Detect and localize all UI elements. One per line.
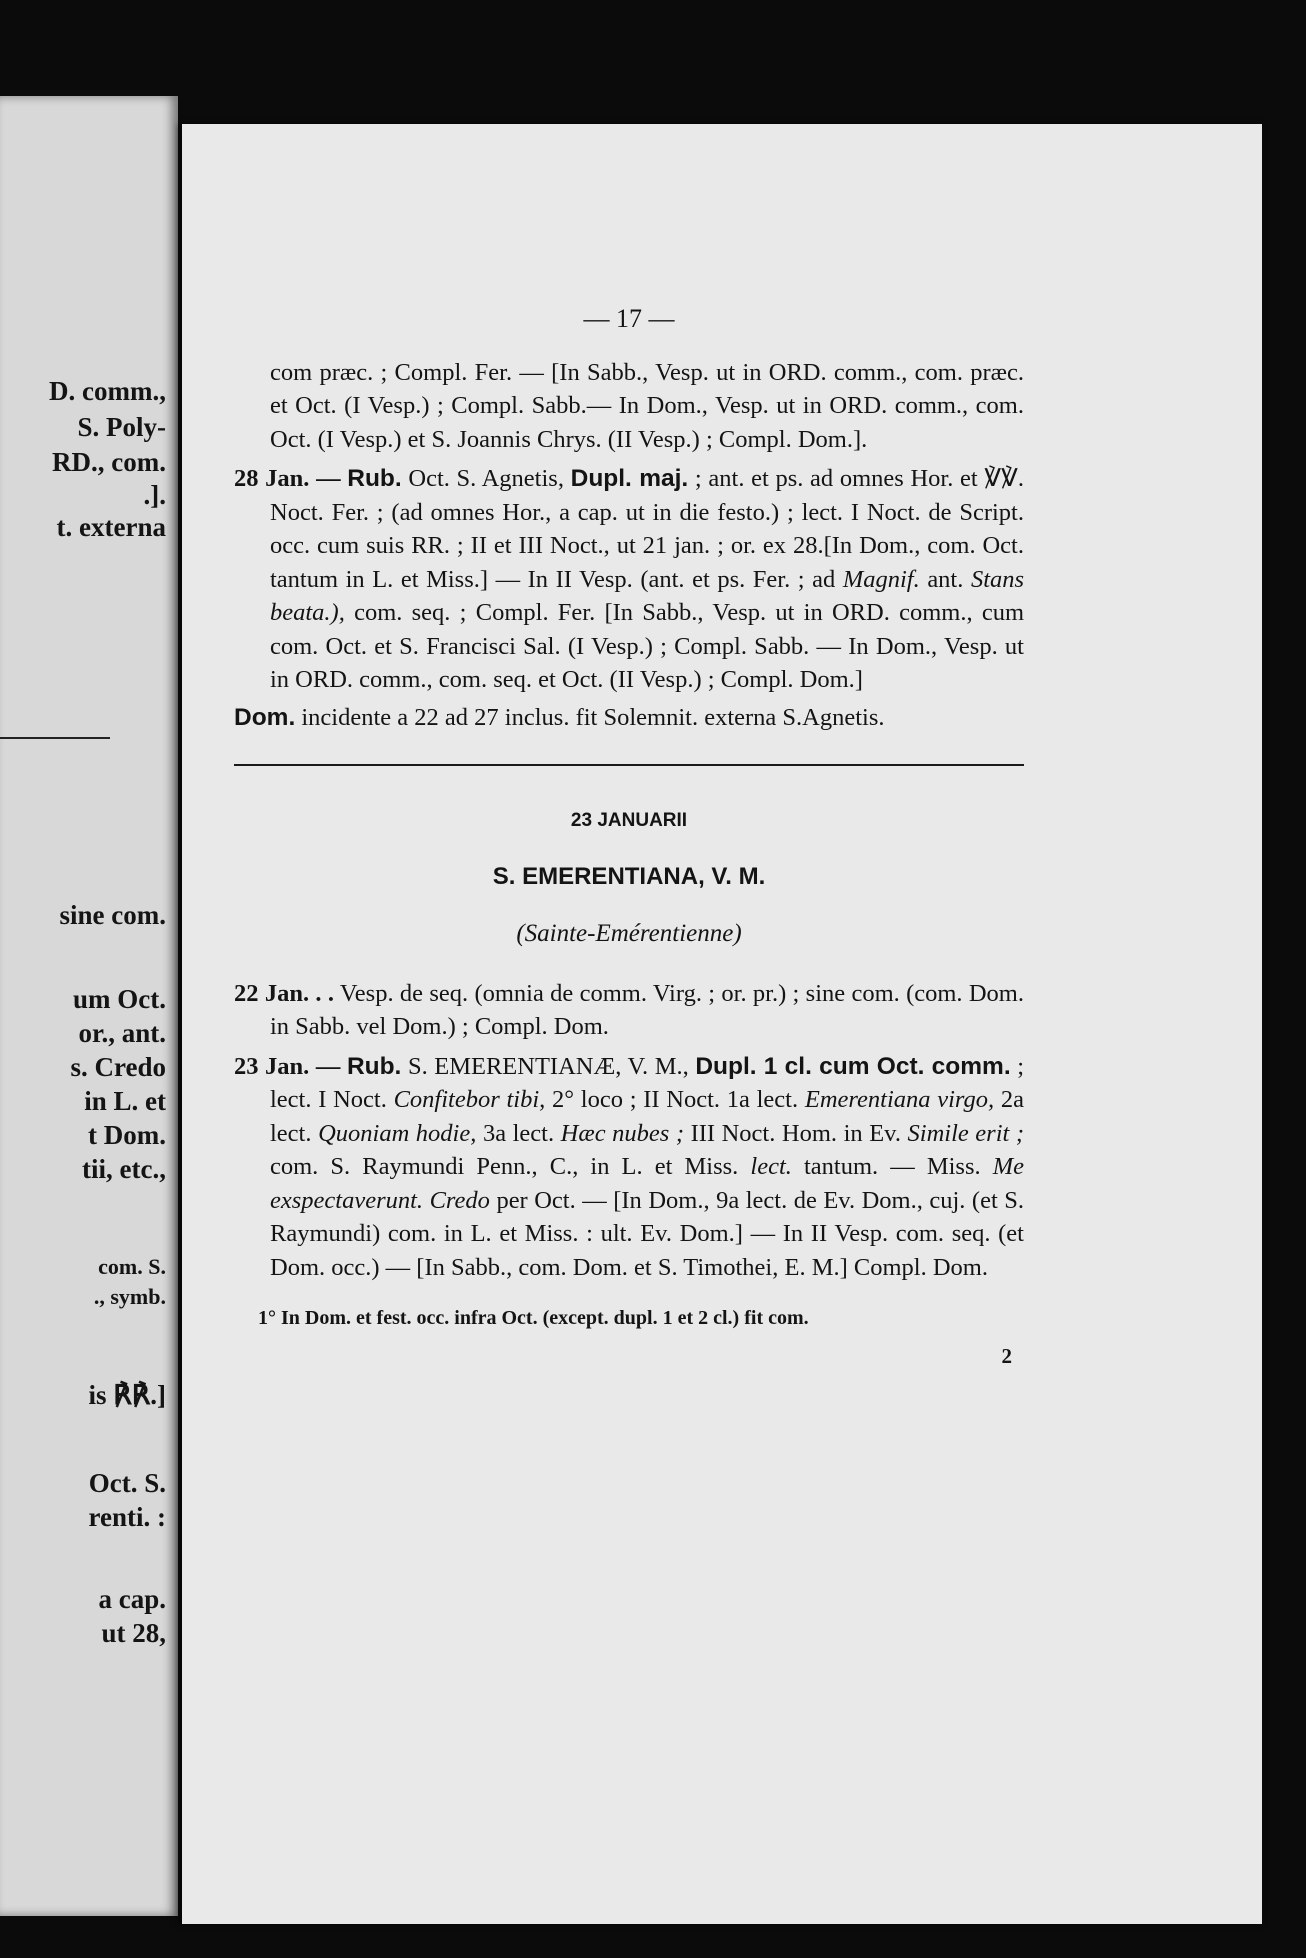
left-margin-line: t. externa xyxy=(56,512,166,542)
left-margin-line: ut 28, xyxy=(101,1618,166,1648)
entry-italic: lect. xyxy=(750,1153,792,1180)
left-margin-line: .]. xyxy=(143,480,166,510)
left-margin-line: renti. : xyxy=(88,1502,166,1532)
rank-label: Dupl. maj. xyxy=(570,465,689,492)
dom-text: incidente a 22 ad 27 inclus. fit Solemnit. externa S.Agnetis. xyxy=(301,703,885,731)
entry-text: 3a lect. xyxy=(482,1119,555,1147)
continuation-text: com præc. ; Compl. Fer. — [In Sabb., Vesp. ut in ORD. comm., com. præc. et Oct. (I Vesp.) ; Compl. Sabb.— In Dom., Vesp. ut in ORD. comm., com. Oct. (I Vesp.) et S. Joannis Chrys. (II Vesp.) ; Compl. Dom.]. xyxy=(270,358,1024,453)
entry-italic: Credo xyxy=(429,1186,490,1214)
left-margin-line: t Dom. xyxy=(88,1120,166,1150)
left-margin-line: D. comm., xyxy=(49,376,166,406)
entry-28-jan xyxy=(234,462,1024,697)
entry-text: ; lect. I Noct. xyxy=(270,1052,1025,1113)
left-margin-line: RD., com. xyxy=(52,447,166,477)
entry-italic: Me exspectaverunt. xyxy=(270,1153,1025,1214)
entry-italic: Simile erit ; xyxy=(907,1119,1025,1147)
entry-text: ; ant. et ps. ad omnes Hor. et ℣℣. Noct. Fer. ; (ad omnes Hor., a cap. ut in die festo.) ; lect. I Noct. de Script. occ. cum suis RR. ; II et III Noct., ut 21 jan. ; or. ex 28.[In Dom., com. Oct. tantum in L. et Miss.] — In II Vesp. (ant. et ps. Fer. ; ad xyxy=(270,465,1025,593)
entry-text: ant. xyxy=(927,565,964,593)
right-page xyxy=(182,124,1262,1924)
entry-italic: Confitebor tibi, xyxy=(393,1086,546,1113)
dom-entry xyxy=(234,701,1024,735)
left-margin-line: in L. et xyxy=(84,1086,166,1116)
entry-text: com. seq. ; Compl. Fer. [In Sabb., Vesp. ut in ORD. comm., cum com. Oct. et S. Francisci Sal. (I Vesp.) ; Compl. Sabb. — In Dom., Vesp. ut in ORD. comm., com. seq. et Oct. (II Vesp.) ; Compl. Dom.] xyxy=(270,599,1024,693)
left-margin-line: a cap. xyxy=(98,1584,166,1614)
left-margin-line: or., ant. xyxy=(78,1018,166,1048)
left-margin-line: is ℟℟.] xyxy=(88,1380,166,1410)
left-margin-line: s. Credo xyxy=(70,1052,166,1082)
rank-label: Dupl. 1 cl. cum Oct. comm. xyxy=(695,1052,1011,1080)
section-saint-heading: S. EMERENTIANA, V. M. xyxy=(492,862,766,890)
entry-23-jan xyxy=(234,1050,1024,1285)
entry-text: Vesp. de seq. (omnia de comm. Virg. ; or. pr.) ; sine com. (com. Dom. in Sabb. vel Dom.) ; Compl. Dom. xyxy=(270,979,1024,1040)
rubric-label: Rub. xyxy=(346,1052,402,1080)
dom-label: Dom. xyxy=(234,703,296,731)
entry-text: tantum. — Miss. xyxy=(803,1153,981,1180)
signature-mark: 2 xyxy=(1001,1343,1012,1368)
entry-italic: Magnif. xyxy=(842,565,920,593)
entry-text: Oct. S. Agnetis, xyxy=(408,465,564,492)
entry-22-jan xyxy=(234,977,1024,1044)
page-number: — 17 — xyxy=(583,304,675,333)
entry-text: 2° loco ; II Noct. 1a lect. xyxy=(552,1086,799,1113)
entry-text: per Oct. — [In Dom., 9a lect. de Ev. Dom., cuj. (et S. Raymundi) com. in L. et Miss. : ult. Ev. Dom.] — In II Vesp. com. seq. (et Dom. occ.) — [In Sabb., com. Dom. et S. Timothei, E. M.] Compl. Dom. xyxy=(270,1186,1025,1281)
left-margin-line: sine com. xyxy=(59,900,166,930)
left-margin-line: com. S. xyxy=(98,1254,166,1279)
continuation-paragraph xyxy=(234,356,1024,457)
entry-date: 28 Jan. — xyxy=(234,465,341,492)
entry-text: III Noct. Hom. in Ev. xyxy=(690,1119,901,1147)
entry-date: 22 Jan. . . xyxy=(234,979,334,1007)
left-margin-line: S. Poly- xyxy=(77,412,166,442)
entry-text: S. EMERENTIANÆ, V. M., xyxy=(407,1052,689,1080)
left-margin-line: Oct. S. xyxy=(88,1468,166,1498)
entry-text: 2a lect. xyxy=(270,1086,1025,1147)
page-body xyxy=(234,302,1024,1373)
left-margin-line: ., symb. xyxy=(93,1284,166,1309)
left-margin-line: um Oct. xyxy=(73,984,166,1014)
entry-text: com. S. Raymundi Penn., C., in L. et Miss. xyxy=(270,1153,739,1180)
entry-italic: Quoniam hodie, xyxy=(318,1119,477,1147)
footnote: 1° In Dom. et fest. occ. infra Oct. (except. dupl. 1 et 2 cl.) fit com. xyxy=(258,1307,809,1329)
entry-italic: Hæc nubes ; xyxy=(560,1119,685,1147)
section-date-heading: 23 JANUARII xyxy=(570,810,688,831)
left-margin-line: tii, etc., xyxy=(82,1154,166,1184)
left-page-rule xyxy=(0,737,110,739)
left-facing-page xyxy=(0,96,178,1916)
rubric-label: Rub. xyxy=(347,465,402,492)
entry-date: 23 Jan. — xyxy=(234,1052,341,1080)
section-divider xyxy=(234,764,1024,766)
entry-italic: Emerentiana virgo, xyxy=(804,1086,995,1113)
section-french-title: (Sainte-Emérentienne) xyxy=(516,920,742,947)
entry-italic: Stans beata.), xyxy=(270,565,1025,626)
